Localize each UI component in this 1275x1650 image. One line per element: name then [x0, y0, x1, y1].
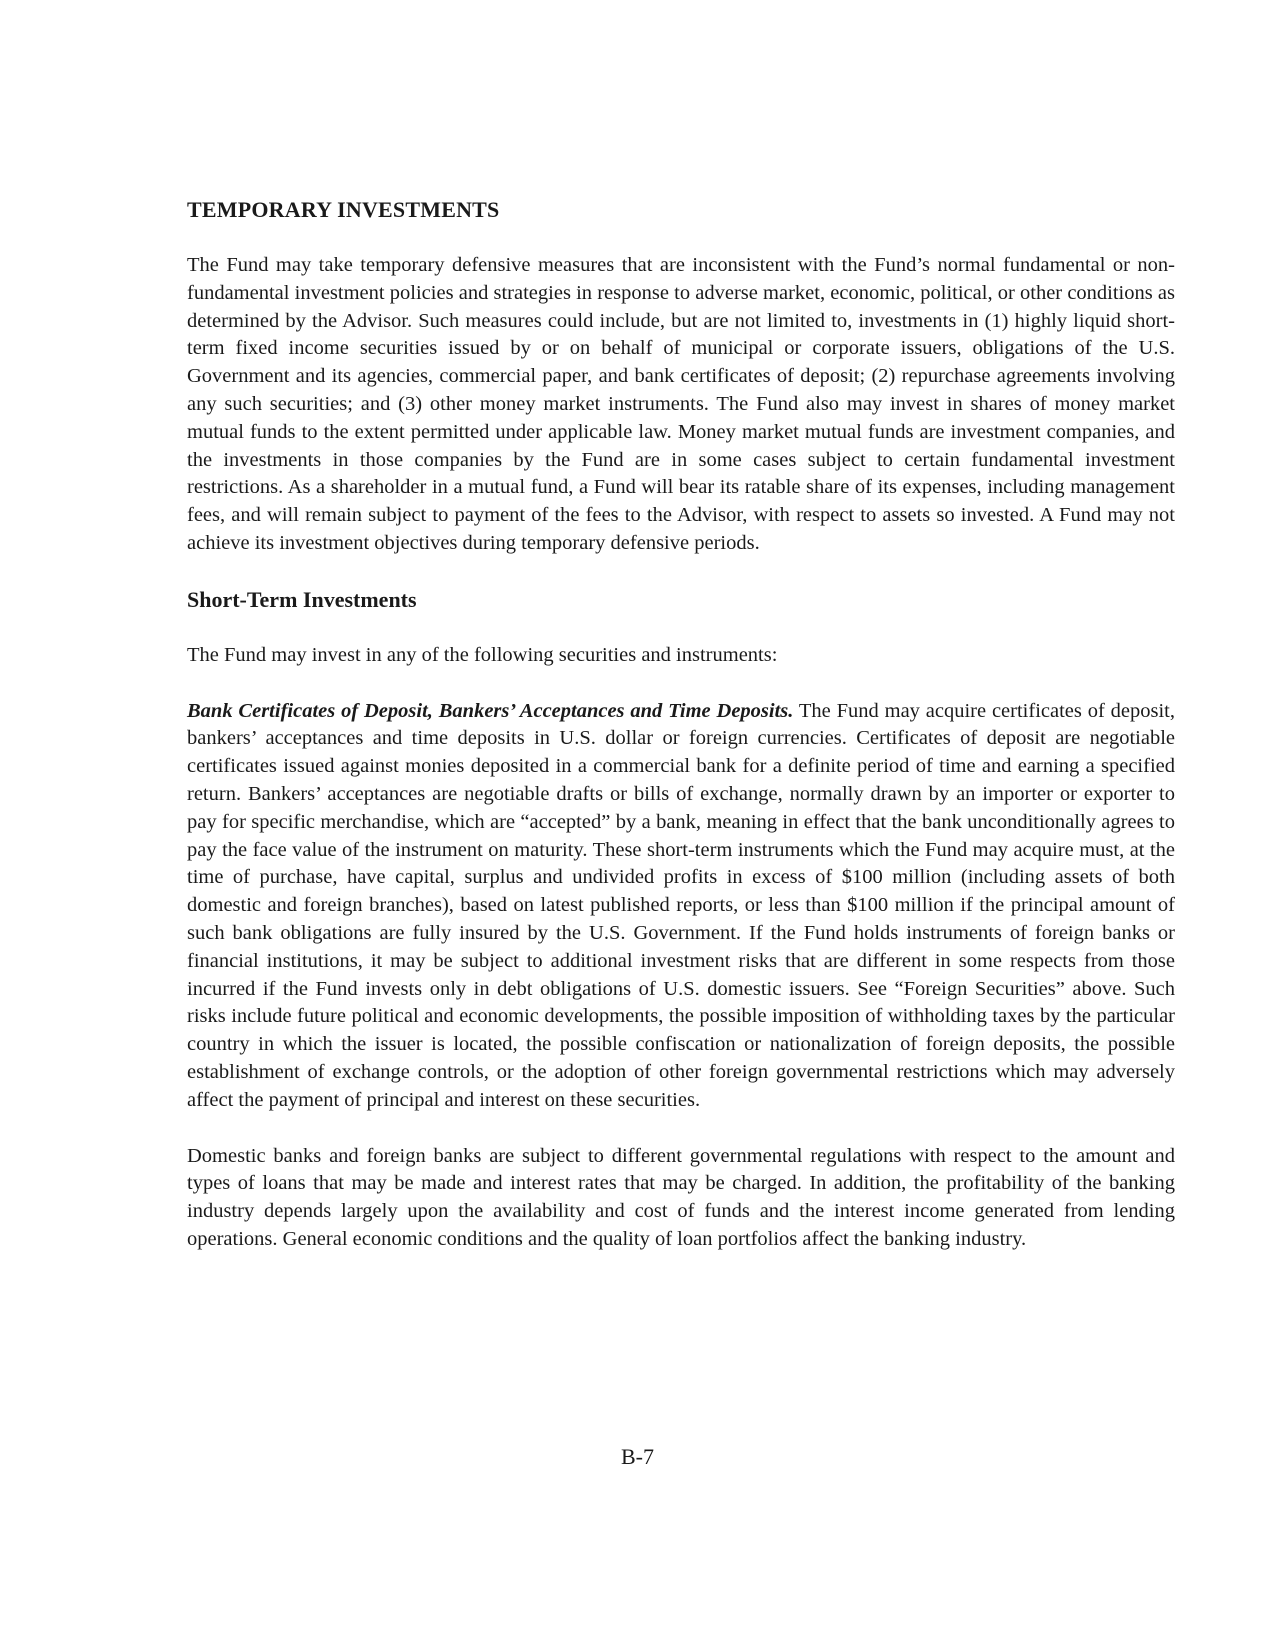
bank-cd-run-in-heading: Bank Certificates of Deposit, Bankers’ Acceptances and Time Deposits. — [187, 699, 794, 722]
subsection-title: Short-Term Investments — [187, 586, 417, 612]
section-title: TEMPORARY INVESTMENTS — [187, 197, 500, 222]
bank-cd-paragraph — [187, 698, 1175, 1115]
spacer — [187, 558, 1175, 586]
bank-cd-text: The Fund may acquire certificates of deposit, bankers’ acceptances and time deposits in U.S. dollar or foreign currencies. Certificates of deposit are negotiable certificates issued against monies deposited in a commercial bank for a definite period of time and earning a specified return. Bankers’ acceptances are negotiable drafts or bills of exchange, normally drawn by an importer or exporter to pay for specific merchandise, which are “accepted” by a bank, meaning in effect that the bank unconditionally agrees to pay the face value of the instrument on maturity. These short-term instruments which the Fund may acquire must, at the time of purchase, have capital, surplus and undivided profits in excess of $100 million (including assets of both domestic and foreign branches), based on latest published reports, or less than $100 million if the principal amount of such bank obligations are fully insured by the U.S. Government. If the Fund holds instruments of foreign banks or financial institutions, it may be subject to additional investment risks that are different in some respects from those incurred if the Fund invests only in debt obligations of U.S. domestic issuers. See “Foreign Securities” above. Such risks include future political and economic developments, the possible imposition of withholding taxes by the particular country in which the issuer is located, the possible confiscation or nationalization of foreign deposits, the possible establishment of exchange controls, or the adoption of other foreign governmental restrictions which may adversely affect the payment of principal and interest on these securities. — [187, 699, 1175, 1111]
spacer — [187, 670, 1175, 698]
domestic-banks-paragraph: Domestic banks and foreign banks are subject to different governmental regulations with respect to the amount and types of loans that may be made and interest rates that may be charged. In addition, the profitability of the banking industry depends largely upon the availability and cost of funds and the interest income generated from lending operations. General economic conditions and the quality of loan portfolios affect the banking industry. — [187, 1144, 1175, 1250]
spacer — [187, 1115, 1175, 1143]
page-number: B-7 — [621, 1444, 654, 1469]
intro-paragraph: The Fund may take temporary defensive measures that are inconsistent with the Fund’s normal fundamental or non-fundamental investment policies and strategies in response to adverse market, economic, political, or other conditions as determined by the Advisor. Such measures could include, but are not limited to, investments in (1) highly liquid short-term fixed income securities issued by or on behalf of municipal or corporate issuers, obligations of the U.S. Government and its agencies, commercial paper, and bank certificates of deposit; (2) repurchase agreements involving any such securities; and (3) other money market instruments. The Fund also may invest in shares of money market mutual funds to the extent permitted under applicable law. Money market mutual funds are investment companies, and the investments in those companies by the Fund are in some cases subject to certain fundamental investment restrictions. As a shareholder in a mutual fund, a Fund will bear its ratable share of its expenses, including management fees, and will remain subject to payment of the fees to the Advisor, with respect to assets so invested. A Fund may not achieve its investment objectives during temporary defensive periods. — [187, 254, 1175, 554]
spacer — [187, 614, 1175, 642]
spacer — [187, 224, 1175, 252]
subsection-intro: The Fund may invest in any of the following securities and instruments: — [187, 643, 778, 666]
document-body — [187, 196, 1175, 1254]
